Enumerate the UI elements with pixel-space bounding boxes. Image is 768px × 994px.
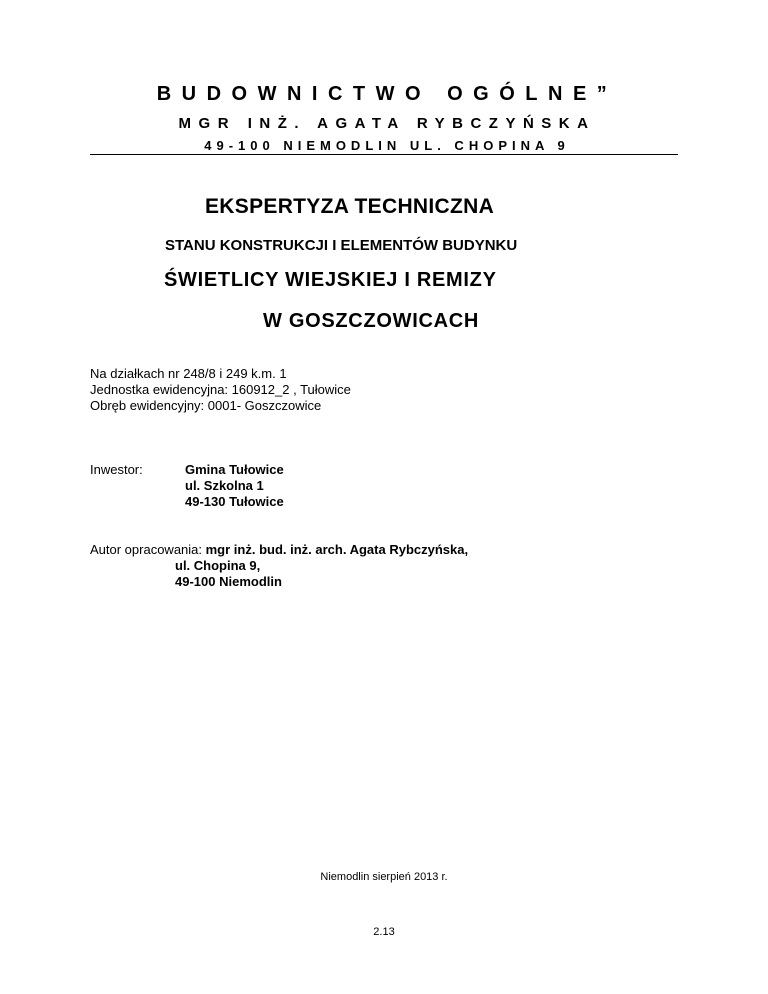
document-object: ŚWIETLICY WIEJSKIEJ I REMIZY bbox=[164, 269, 497, 291]
investor-street: ul. Szkolna 1 bbox=[185, 478, 264, 493]
header-divider bbox=[90, 154, 678, 155]
investor-city: 49-130 Tułowice bbox=[185, 494, 284, 509]
registration-unit: Jednostka ewidencyjna: 160912_2 , Tułowice bbox=[90, 382, 351, 397]
author-city: 49-100 Niemodlin bbox=[175, 574, 282, 589]
document-location: W GOSZCZOWICACH bbox=[263, 310, 480, 332]
investor-name: Gmina Tułowice bbox=[185, 462, 284, 477]
document-title: EKSPERTYZA TECHNICZNA bbox=[205, 195, 495, 218]
company-name: BUDOWNICTWO OGÓLNE” bbox=[156, 83, 618, 105]
registration-area: Obręb ewidencyjny: 0001- Goszczowice bbox=[90, 398, 322, 413]
author-name: mgr inż. bud. inż. arch. Agata Rybczyńska, bbox=[205, 542, 469, 557]
document-subtitle: STANU KONSTRUKCJI I ELEMENTÓW BUDYNKU bbox=[165, 237, 518, 254]
plot-number: Na działkach nr 248/8 i 249 k.m. 1 bbox=[90, 366, 287, 381]
author-street: ul. Chopina 9, bbox=[175, 558, 261, 573]
place-date: Niemodlin sierpień 2013 r. bbox=[320, 871, 448, 883]
investor-label: Inwestor: bbox=[90, 462, 143, 477]
company-address: 49-100 NIEMODLIN UL. CHOPINA 9 bbox=[204, 138, 570, 153]
company-owner: MGR INŻ. AGATA RYBCZYŃSKA bbox=[178, 115, 596, 132]
author-line bbox=[90, 542, 468, 557]
author-label: Autor opracowania: bbox=[90, 542, 206, 557]
page-number: 2.13 bbox=[373, 926, 395, 938]
